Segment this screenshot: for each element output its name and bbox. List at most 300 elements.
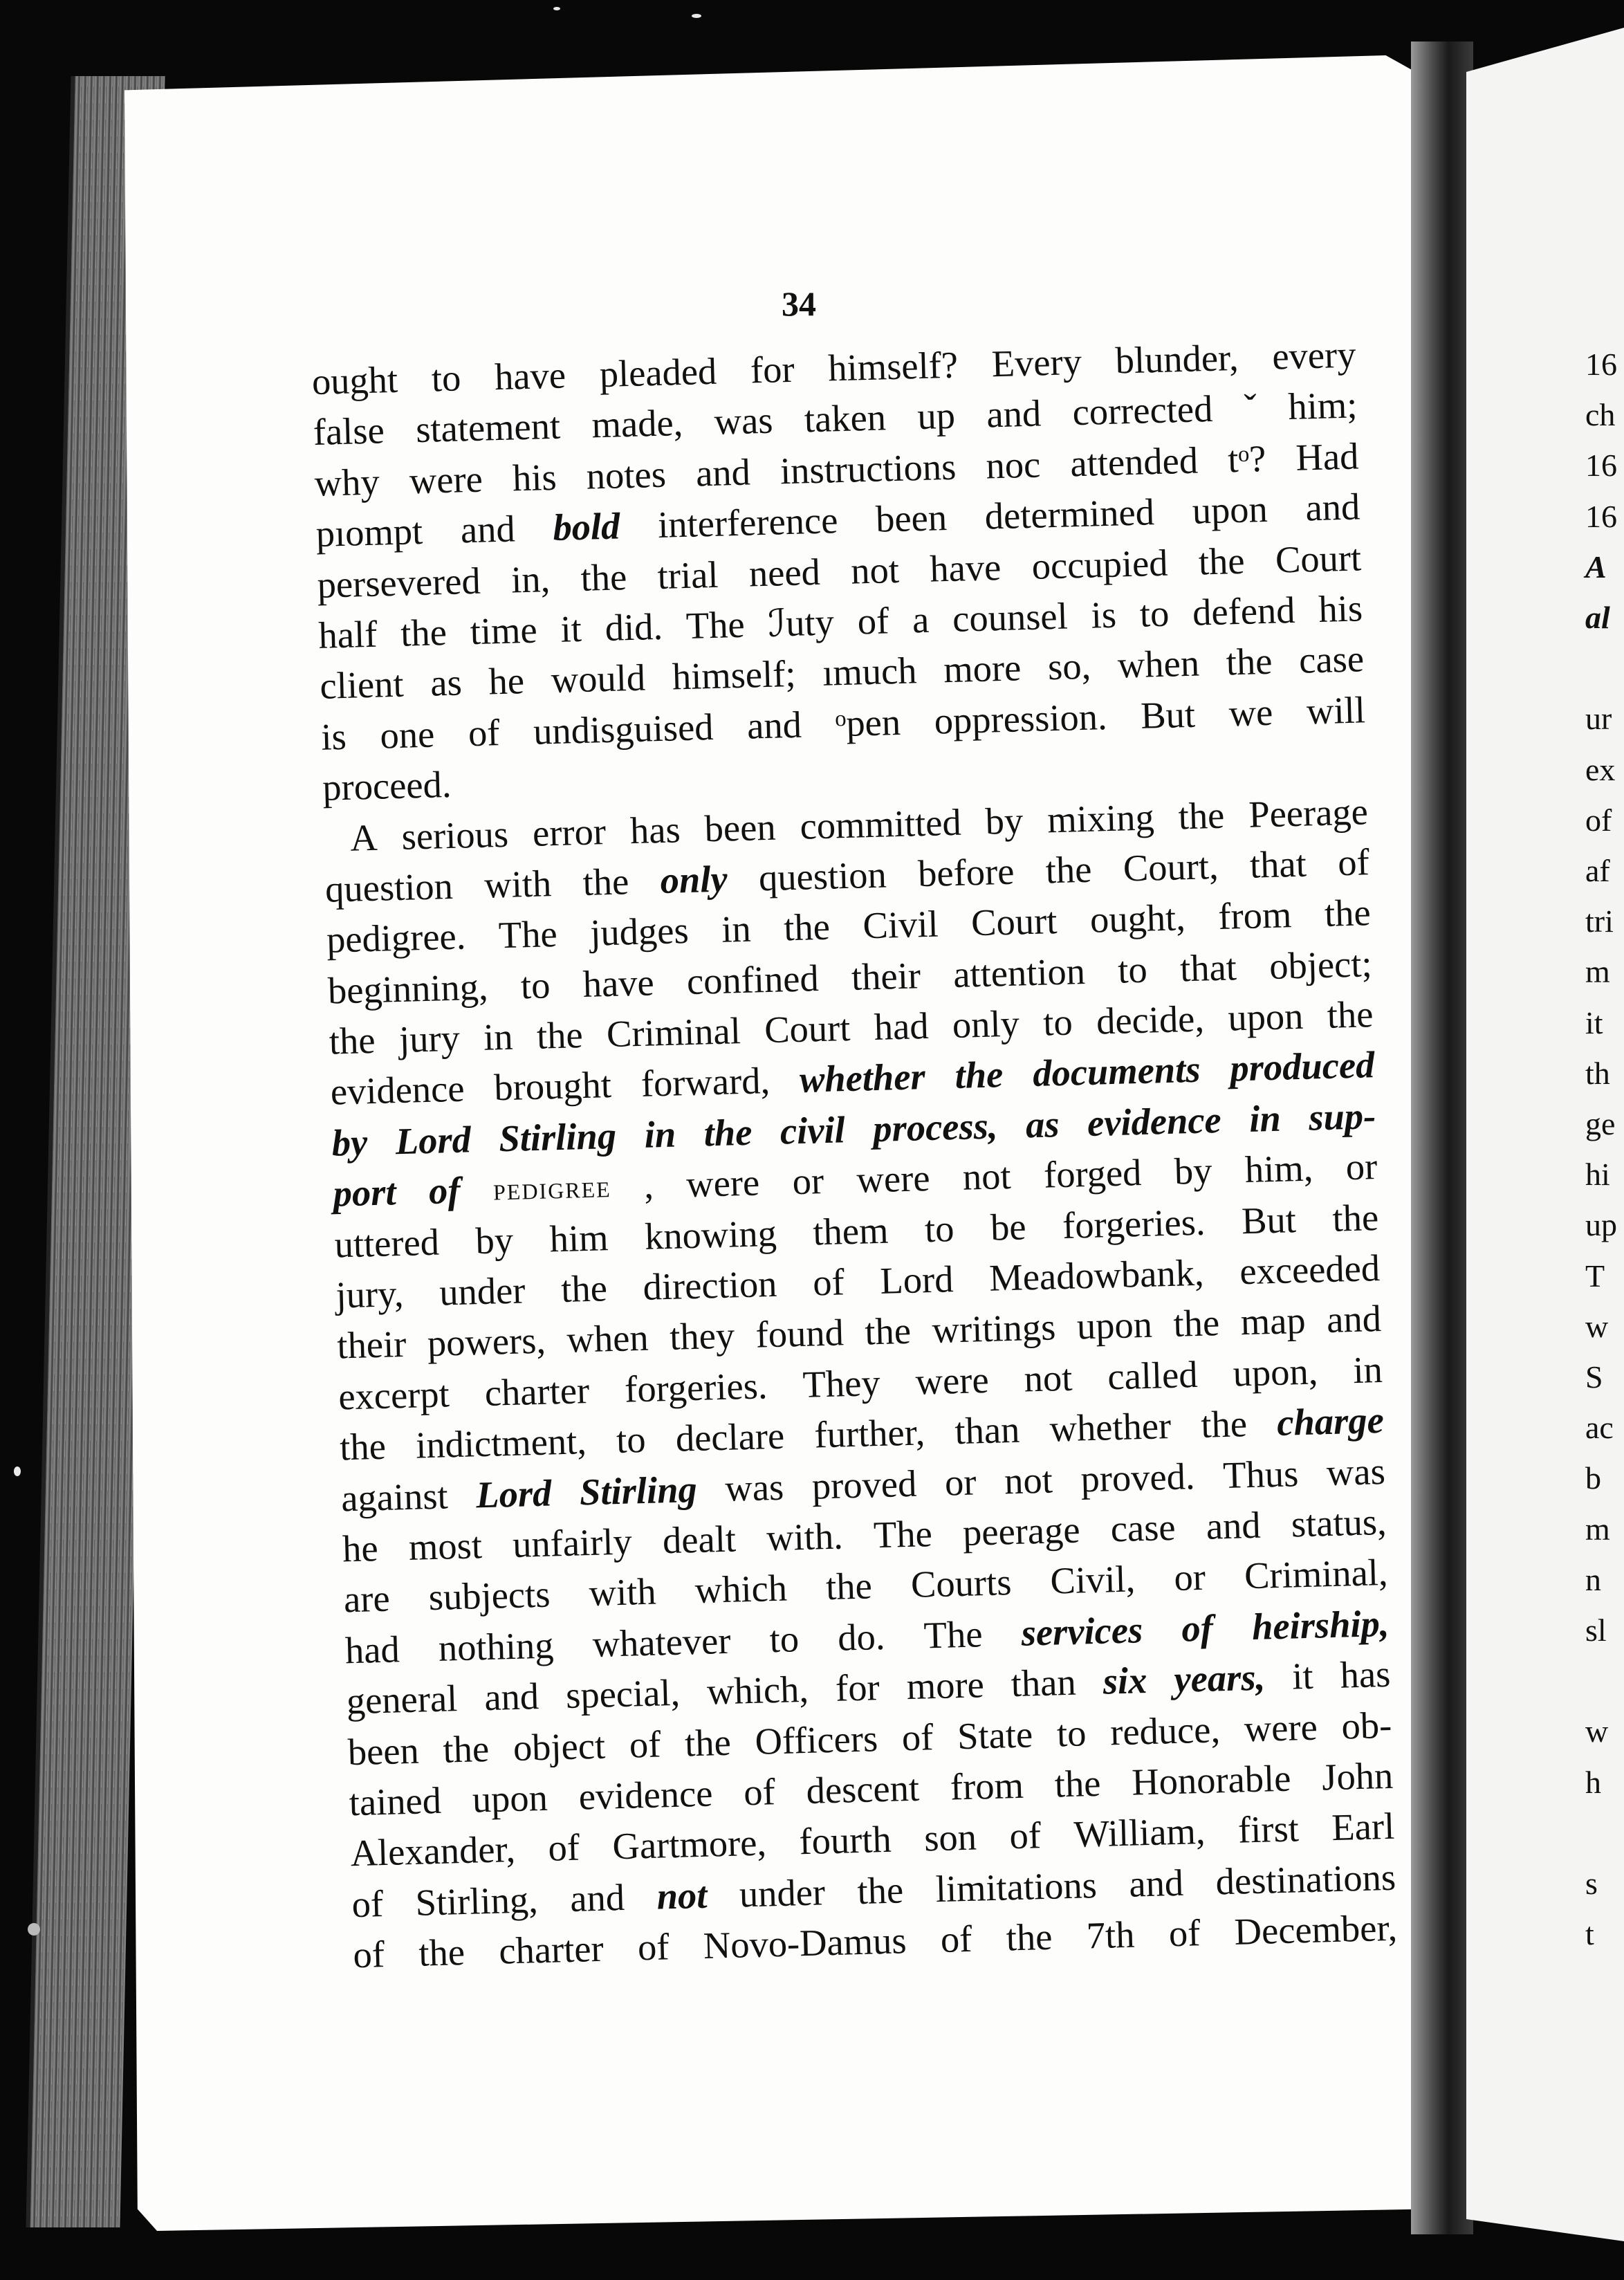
body-text xyxy=(311,329,1398,1980)
text-word: he xyxy=(342,1527,379,1570)
text-word: not xyxy=(656,1873,708,1918)
text-word: Lord xyxy=(395,1118,472,1163)
text-word: them xyxy=(812,1208,889,1253)
text-word: or xyxy=(944,1460,977,1504)
text-word: the xyxy=(1054,1761,1102,1805)
text-word: were xyxy=(914,1358,990,1403)
text-word: or xyxy=(791,1159,824,1203)
text-word: the xyxy=(560,1267,608,1311)
text-word: pleaded xyxy=(598,349,717,396)
text-word: error xyxy=(532,809,607,854)
text-word: direction xyxy=(642,1262,778,1308)
text-word: December, xyxy=(1233,1906,1398,1953)
text-word: were xyxy=(409,457,483,502)
text-word: ᵒpen xyxy=(834,700,901,745)
text-word: first xyxy=(1237,1807,1300,1851)
facing-page-fragment: th xyxy=(1585,1055,1610,1091)
text-word: himself? xyxy=(827,343,959,389)
text-word: from xyxy=(1217,893,1293,938)
text-word: have xyxy=(929,545,1002,590)
text-word: evidence xyxy=(578,1772,714,1818)
text-word: of xyxy=(637,1925,670,1969)
text-word: be xyxy=(990,1205,1027,1249)
text-word: which xyxy=(694,1566,788,1612)
text-word: to xyxy=(1042,1000,1073,1044)
text-word: oppression. xyxy=(933,695,1108,742)
text-word: 7th xyxy=(1085,1913,1136,1957)
text-word: only xyxy=(659,857,728,901)
text-word: general xyxy=(346,1677,459,1722)
text-word: whether xyxy=(1049,1404,1172,1450)
text-word: in xyxy=(643,1112,676,1156)
text-word: forgeries. xyxy=(624,1364,768,1410)
text-word: and xyxy=(746,703,802,747)
text-word: Court xyxy=(970,899,1058,944)
text-word: pıompt xyxy=(315,510,423,555)
text-word: in xyxy=(483,1015,514,1058)
text-word: was xyxy=(1326,1449,1386,1493)
facing-page-fragment: al xyxy=(1585,600,1610,635)
text-word: the xyxy=(400,610,447,654)
text-word: beginning, xyxy=(327,965,489,1012)
text-word: were xyxy=(1244,1705,1318,1749)
text-word: his xyxy=(512,455,557,499)
text-word: case xyxy=(1109,1505,1177,1550)
text-word: one xyxy=(379,712,435,757)
text-word: himself; xyxy=(672,652,797,698)
facing-page-fragment: ch xyxy=(1585,397,1616,433)
text-word: him, xyxy=(1244,1146,1314,1191)
text-word: in, xyxy=(510,557,551,601)
text-word: made, xyxy=(591,401,683,446)
facing-page-fragment: S xyxy=(1585,1359,1603,1395)
text-word: evidence xyxy=(330,1067,465,1114)
text-word: mixing xyxy=(1046,795,1155,840)
text-word: jury xyxy=(398,1016,461,1061)
text-word: only xyxy=(952,1002,1020,1047)
text-word: so, xyxy=(1047,645,1091,688)
text-word: reduce, xyxy=(1109,1707,1221,1753)
text-word: Civil xyxy=(862,902,939,947)
text-word: knowing xyxy=(644,1211,777,1258)
text-word: pedigree. xyxy=(326,914,467,961)
text-word: The xyxy=(873,1512,933,1556)
text-word: more xyxy=(943,646,1022,691)
text-word: evidence xyxy=(1087,1098,1222,1144)
text-word: excerpt xyxy=(338,1372,450,1418)
text-word: subjects xyxy=(428,1572,551,1619)
text-word: the xyxy=(954,1053,1004,1097)
text-word: special, xyxy=(565,1671,681,1717)
text-word: were xyxy=(856,1157,931,1202)
text-word: Criminal xyxy=(606,1009,741,1056)
text-word: to xyxy=(1056,1711,1087,1755)
text-word: that xyxy=(1249,842,1307,886)
text-word: as xyxy=(1025,1102,1060,1146)
text-word: Earl xyxy=(1331,1805,1395,1849)
text-word: , xyxy=(643,1164,654,1207)
text-word: the xyxy=(1044,847,1093,892)
text-word: A xyxy=(349,816,378,859)
text-word: than xyxy=(1011,1660,1077,1705)
text-word: the xyxy=(1331,1195,1379,1240)
text-word: charter xyxy=(498,1927,605,1972)
text-word: the xyxy=(329,1019,376,1063)
text-word: been xyxy=(703,805,777,849)
text-word: The xyxy=(923,1612,984,1657)
text-word: has xyxy=(629,807,681,852)
text-word: Stirling xyxy=(498,1114,617,1160)
text-word: before xyxy=(917,849,1015,895)
text-word: to xyxy=(431,356,462,400)
text-word: They xyxy=(802,1361,881,1406)
text-word: exceeded xyxy=(1239,1247,1381,1293)
text-word: persevered xyxy=(316,559,481,606)
text-word: not xyxy=(962,1155,1012,1198)
text-word: of xyxy=(812,1260,845,1304)
text-word: nothing xyxy=(438,1624,555,1669)
facing-page-fragment: A xyxy=(1585,549,1607,585)
text-word: the xyxy=(1324,891,1372,935)
facing-page-fragment: it xyxy=(1585,1004,1603,1040)
text-word: ımuch xyxy=(822,649,918,695)
text-word: Civil, xyxy=(1049,1557,1136,1602)
text-word: called xyxy=(1107,1352,1199,1398)
text-word: of xyxy=(1168,1911,1201,1955)
scan-speck xyxy=(28,1923,40,1936)
text-word: Lord xyxy=(475,1471,553,1516)
text-word: forgeries. xyxy=(1062,1200,1206,1247)
text-word: of xyxy=(352,1933,385,1976)
text-word: Alexander, xyxy=(349,1828,516,1875)
text-word: not xyxy=(1023,1356,1073,1400)
facing-page-fragment: ex xyxy=(1585,751,1616,787)
text-word: forged xyxy=(1043,1151,1143,1196)
text-word: by xyxy=(331,1121,369,1164)
text-word: or xyxy=(1173,1556,1206,1599)
text-word: ˇ xyxy=(1243,386,1257,430)
text-word: destinations xyxy=(1215,1855,1396,1903)
text-word: false xyxy=(313,409,385,454)
text-word: the xyxy=(856,1868,904,1912)
text-word: and xyxy=(569,1875,625,1920)
text-word: under xyxy=(739,1870,826,1915)
facing-page-fragment: up xyxy=(1585,1207,1617,1243)
text-word: when xyxy=(566,1316,649,1361)
facing-page-fragment: af xyxy=(1585,853,1610,888)
text-word: pedigree xyxy=(492,1168,612,1207)
text-word: the xyxy=(339,1424,387,1469)
text-word: are xyxy=(343,1577,391,1621)
text-word: question xyxy=(324,864,454,910)
text-word: Court xyxy=(1275,535,1362,581)
text-word: the xyxy=(783,905,831,949)
text-word: of xyxy=(901,1715,934,1758)
text-word: further, xyxy=(813,1410,925,1456)
facing-page-fragment: ur xyxy=(1585,701,1612,737)
text-word: object; xyxy=(1268,941,1373,987)
text-word: more xyxy=(905,1663,985,1708)
text-word: fourth xyxy=(798,1818,892,1863)
text-word: But xyxy=(1140,692,1196,737)
text-word: him; xyxy=(1287,383,1358,428)
text-word: to xyxy=(616,1418,647,1462)
text-word: the xyxy=(580,555,627,599)
text-word: with. xyxy=(766,1514,844,1559)
text-word: statement xyxy=(415,405,561,451)
text-word: to xyxy=(1139,591,1170,635)
text-word: William, xyxy=(1073,1810,1206,1856)
text-word: would xyxy=(551,656,646,701)
text-word: Peerage xyxy=(1248,789,1369,836)
text-word: had xyxy=(344,1628,400,1672)
text-word: time xyxy=(469,608,538,653)
facing-page-fragment: hi xyxy=(1585,1157,1610,1193)
facing-page-fragment: ge xyxy=(1585,1106,1616,1141)
text-word: Stirling, xyxy=(414,1877,539,1924)
text-word: Criminal, xyxy=(1244,1551,1389,1597)
text-word: Every xyxy=(990,340,1082,385)
text-word: decide, xyxy=(1096,997,1205,1042)
text-word: him xyxy=(548,1215,609,1260)
text-word: by xyxy=(1174,1149,1213,1193)
text-word: services xyxy=(1020,1608,1143,1654)
text-word: will xyxy=(1306,688,1366,733)
book-gutter-shadow xyxy=(1411,42,1473,2234)
text-word: client xyxy=(319,663,405,708)
text-word: noc xyxy=(985,443,1041,487)
text-word: proved. xyxy=(1080,1454,1196,1500)
text-word: the xyxy=(418,1931,465,1974)
text-word: map xyxy=(1239,1299,1307,1343)
text-word: with xyxy=(588,1570,657,1615)
facing-page-fragment: b xyxy=(1585,1460,1601,1496)
text-word: descent xyxy=(805,1766,920,1812)
text-word: than xyxy=(954,1408,1021,1453)
text-word: it xyxy=(560,607,582,650)
text-word: indictment, xyxy=(415,1419,587,1467)
text-word: have xyxy=(494,353,566,398)
text-word: sup- xyxy=(1308,1094,1376,1139)
text-word: Courts xyxy=(910,1561,1013,1606)
text-word: trial xyxy=(656,553,719,597)
text-word: ought, xyxy=(1089,896,1186,941)
text-word: occupied xyxy=(1031,541,1169,587)
text-word: documents xyxy=(1032,1048,1201,1095)
text-word: the xyxy=(825,1564,873,1608)
text-word: to xyxy=(520,963,551,1007)
text-word: of xyxy=(428,1169,461,1213)
page-number: 34 xyxy=(782,284,816,323)
text-word: counsel xyxy=(952,594,1069,640)
text-word: the xyxy=(1326,993,1374,1036)
text-word: dealt xyxy=(662,1517,737,1562)
text-word: to xyxy=(1117,948,1148,991)
text-word: the xyxy=(1005,1915,1053,1959)
text-word: the xyxy=(442,1727,490,1771)
text-word: charter xyxy=(484,1368,590,1414)
text-word: is xyxy=(320,715,347,758)
text-word: upon xyxy=(1191,488,1268,532)
text-word: powers, xyxy=(427,1319,546,1365)
text-word: every xyxy=(1271,333,1357,378)
text-word: attention xyxy=(952,949,1086,995)
text-word: the xyxy=(864,1309,912,1353)
text-word: why xyxy=(313,460,380,504)
text-word: blunder, xyxy=(1114,335,1239,382)
text-word: to xyxy=(924,1206,955,1250)
text-word: do. xyxy=(837,1615,886,1659)
text-word: the xyxy=(1200,1402,1248,1446)
scan-speck xyxy=(692,14,701,18)
facing-page-fragment: w xyxy=(1585,1713,1609,1749)
text-word: case xyxy=(1298,637,1365,682)
text-word: Honorable xyxy=(1131,1756,1292,1803)
text-word: not xyxy=(1004,1458,1053,1502)
text-word: and xyxy=(483,1675,539,1719)
text-word: upon xyxy=(472,1776,548,1821)
text-word: civil xyxy=(779,1108,846,1152)
text-word: from xyxy=(950,1763,1024,1808)
text-word: found xyxy=(755,1311,845,1357)
text-word: and xyxy=(460,507,516,551)
text-word: Lord xyxy=(879,1258,954,1302)
text-word: when xyxy=(1117,641,1200,686)
text-word: in xyxy=(1248,1096,1282,1140)
text-word: need xyxy=(748,550,821,595)
text-word: and xyxy=(1206,1503,1262,1547)
text-word: son xyxy=(923,1815,977,1859)
text-word: not xyxy=(850,548,900,592)
text-word: proceed. xyxy=(322,763,452,809)
text-word: State xyxy=(957,1712,1033,1757)
text-word: up xyxy=(916,394,956,438)
facing-page-fragment: t xyxy=(1585,1916,1594,1952)
facing-page-fragment: s xyxy=(1585,1866,1598,1901)
text-word: whatever xyxy=(591,1619,732,1665)
text-word: determined xyxy=(984,490,1155,537)
text-word: in xyxy=(721,907,752,951)
text-word: taken xyxy=(804,396,887,441)
text-word: proved xyxy=(811,1462,917,1507)
text-word: confined xyxy=(686,956,820,1002)
text-word: Novo-Damus xyxy=(703,1919,907,1967)
text-word: been xyxy=(347,1729,420,1773)
text-word: for xyxy=(750,347,795,392)
text-word: which, xyxy=(706,1668,809,1713)
text-word: port xyxy=(332,1170,397,1215)
text-word: have xyxy=(582,961,655,1005)
text-word: judges xyxy=(589,909,690,955)
facing-page-fragment: 16 xyxy=(1585,448,1617,484)
text-word: Officers xyxy=(754,1716,878,1763)
text-word: his xyxy=(1318,587,1363,630)
text-word: the xyxy=(582,860,630,903)
text-word: Stirling xyxy=(579,1467,698,1513)
facing-page-fragment: tri xyxy=(1585,903,1614,939)
facing-page-fragment: m xyxy=(1585,954,1610,990)
text-word: and xyxy=(695,450,751,495)
text-word: of xyxy=(856,599,889,643)
facing-page-fragment: w xyxy=(1585,1308,1609,1344)
text-word: for xyxy=(835,1666,880,1709)
facing-page-fragment: n xyxy=(1585,1561,1601,1597)
text-word: Thus xyxy=(1222,1451,1299,1496)
text-word: Gartmore, xyxy=(611,1821,767,1868)
text-word: the xyxy=(1172,1301,1220,1345)
facing-page-fragment: T xyxy=(1585,1258,1605,1294)
text-word: six xyxy=(1102,1659,1148,1702)
text-word: upon xyxy=(1076,1303,1153,1348)
text-word: had xyxy=(873,1004,930,1049)
facing-page-fragment: ac xyxy=(1585,1410,1614,1446)
text-word: of xyxy=(468,710,501,754)
text-word: serious xyxy=(400,812,509,858)
text-word: peerage xyxy=(962,1508,1081,1554)
text-word: and xyxy=(1326,1297,1382,1341)
scan-speck xyxy=(14,1467,21,1476)
text-word: half xyxy=(317,612,378,656)
facing-page-fragment: 16 xyxy=(1585,498,1617,534)
text-word: bold xyxy=(552,504,621,549)
text-word: of xyxy=(629,1722,662,1766)
text-word: most xyxy=(408,1524,483,1568)
text-word: and xyxy=(986,392,1042,436)
text-word: been xyxy=(875,496,948,540)
text-word: by xyxy=(474,1218,514,1262)
text-word: the xyxy=(1177,793,1226,837)
text-word: of xyxy=(743,1770,776,1814)
text-word: we xyxy=(1228,690,1274,735)
text-word: in xyxy=(1352,1348,1383,1391)
text-word: a xyxy=(912,598,930,641)
text-word: charge xyxy=(1276,1399,1385,1444)
text-word: of xyxy=(1337,840,1370,884)
text-word: object xyxy=(513,1724,606,1769)
facing-page-fragment: of xyxy=(1585,802,1612,838)
text-word: defend xyxy=(1192,588,1296,634)
text-word: is xyxy=(1090,593,1117,636)
text-word: The xyxy=(498,912,558,957)
text-word: upon xyxy=(1227,994,1304,1039)
text-word: with xyxy=(483,862,552,906)
text-word: tᵒ? xyxy=(1227,436,1267,481)
text-word: as xyxy=(430,661,463,704)
facing-page-fragment: sl xyxy=(1585,1612,1607,1648)
text-word: or xyxy=(1345,1145,1378,1188)
facing-page-fragment: h xyxy=(1585,1764,1601,1800)
text-word: years, xyxy=(1173,1655,1266,1701)
text-word: he xyxy=(488,659,525,703)
text-word: ob- xyxy=(1340,1703,1392,1747)
text-word: corrected xyxy=(1071,387,1214,434)
facing-page-fragment: 16 xyxy=(1585,347,1617,382)
text-word: undisguised xyxy=(533,705,714,753)
text-word: Court xyxy=(764,1006,851,1051)
text-word: The xyxy=(685,603,746,647)
text-word: Meadowbank, xyxy=(988,1251,1205,1299)
text-word: Had xyxy=(1295,434,1360,479)
text-word: they xyxy=(669,1314,735,1359)
text-word: the xyxy=(684,1720,732,1765)
text-word: of xyxy=(1181,1606,1214,1650)
text-word: it xyxy=(1291,1654,1314,1698)
text-word: of xyxy=(547,1826,580,1870)
text-word: declare xyxy=(675,1414,785,1460)
text-word: upon, xyxy=(1232,1350,1319,1395)
text-word: that xyxy=(1179,945,1237,990)
text-word: of xyxy=(351,1882,384,1925)
